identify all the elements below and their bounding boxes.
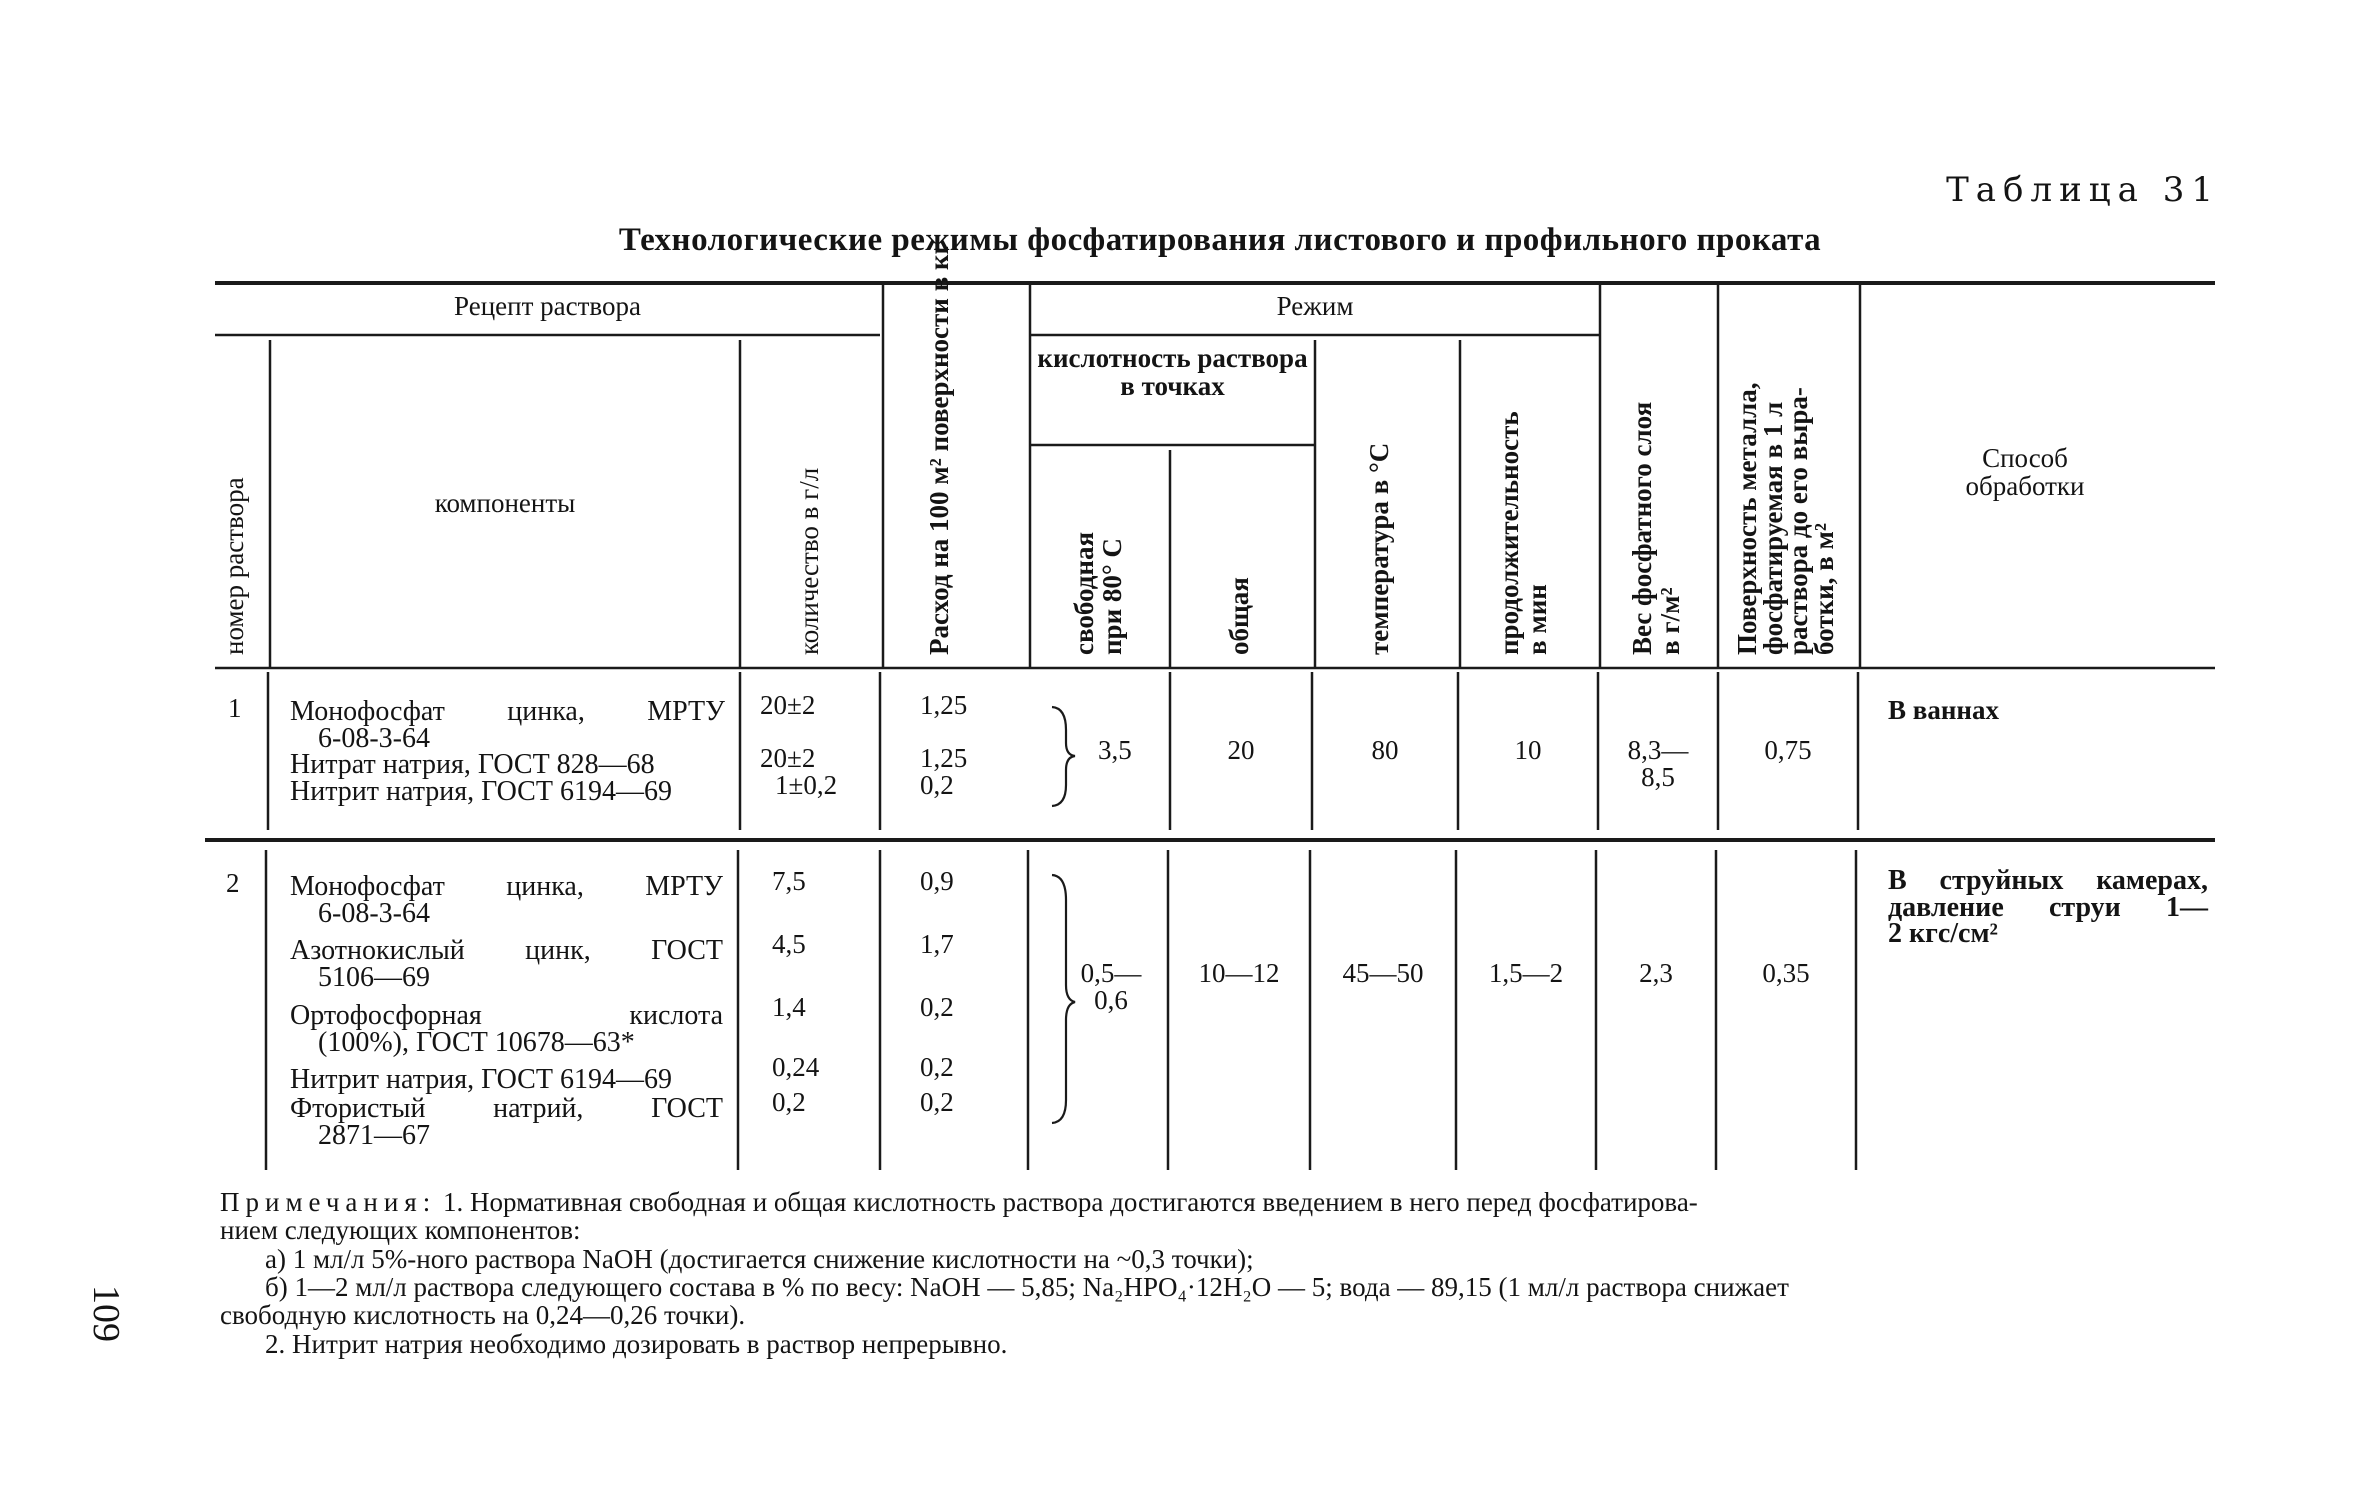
- row1-component-3: Нитрит натрия, ГОСТ 6194—69: [290, 775, 672, 807]
- header-surface: Поверхность металла, фосфатируемая в 1 л раствора до его выра- ботки, в м²: [1732, 382, 1839, 655]
- row2-qty-3: 1,4: [772, 992, 806, 1022]
- row1-component-2: Нитрат натрия, ГОСТ 828—68: [290, 749, 655, 781]
- row1-total-acidity: 20: [1227, 735, 1255, 765]
- row2-cons-3: 0,2: [920, 992, 954, 1022]
- row2-qty-1: 7,5: [772, 866, 806, 896]
- row2-components: [290, 871, 723, 1152]
- row2-total-acidity: 10—12: [1198, 958, 1280, 988]
- page-number: 109: [85, 1285, 127, 1342]
- row1-weight: 8,3— 8,5: [1627, 735, 1689, 792]
- row2-component-1: Монофосфат цинка, МРТУ 6-08-3-64: [290, 871, 723, 930]
- header-acidity: кислотность раствора в точках: [1037, 343, 1308, 401]
- header-quantity: количество в г/л: [794, 467, 824, 655]
- row2-temperature: 45—50: [1342, 958, 1424, 988]
- row2-number: 2: [226, 868, 240, 898]
- row2-duration: 1,5—2: [1488, 958, 1564, 988]
- row1-components: Монофосфат цинка, МРТУ 6-08-3-64 Нитрат натрия, ГОСТ 828—68 Нитрит натрия, ГОСТ 6194—69: [290, 696, 725, 807]
- row2-free-acidity: 0,5— 0,6: [1080, 958, 1142, 1015]
- brace-row2: [1052, 875, 1075, 1123]
- header-components: компоненты: [434, 488, 576, 518]
- header-method: Способ обработки: [1965, 443, 2085, 501]
- row2-cons-2: 1,7: [920, 929, 954, 959]
- row1-free-acidity: 3,5: [1098, 735, 1132, 765]
- note-b: б) 1—2 мл/л раствора следующего состава в % по весу: NaOH — 5,85; Na₂HPO₄·12H₂O — 5; вода — 89,15 (1 мл/л раствора снижает: [265, 1272, 1789, 1303]
- row1-temperature: 80: [1371, 735, 1399, 765]
- row1-qty-2: 20±2: [760, 743, 816, 773]
- notes: [220, 1188, 2210, 1358]
- note-1-cont: нием следующих компонентов:: [220, 1215, 581, 1246]
- brace-row1: [1052, 707, 1075, 806]
- row2-cons-5: 0,2: [920, 1087, 954, 1117]
- table-title: Технологические режимы фосфатирования листового и профильного проката: [618, 222, 1822, 258]
- row2-cons-4: 0,2: [920, 1052, 954, 1082]
- row2-component-3: Ортофосфорная кислота (100%), ГОСТ 10678—63*: [290, 999, 723, 1058]
- note-a: а) 1 мл/л 5%-ного раствора NaOH (достигается снижение кислотности на ~0,3 точки);: [265, 1243, 1254, 1274]
- row1-qty-1: 20±2: [760, 690, 816, 720]
- header-mode: Режим: [1276, 291, 1354, 321]
- row1-cons-2: 1,25: [920, 743, 968, 773]
- notes-label: Примечания:: [220, 1187, 437, 1217]
- row2-qty-4: 0,24: [772, 1052, 820, 1082]
- row2-weight: 2,3: [1639, 958, 1673, 988]
- row2-component-2: Азотнокислый цинк, ГОСТ 5106—69: [290, 935, 723, 994]
- note-b-cont: свободную кислотность на 0,24—0,26 точки).: [220, 1300, 746, 1331]
- header-free-acidity: свободная при 80° С: [1069, 531, 1128, 655]
- row1-number: 1: [228, 693, 242, 723]
- row2-qty-2: 4,5: [772, 929, 806, 959]
- row1-duration: 10: [1514, 735, 1542, 765]
- row2-method: В струйных камерах, давление струи 1— 2 кгс/см²: [1888, 865, 2208, 950]
- row1-cons-3: 0,2: [920, 770, 954, 800]
- row1-surface: 0,75: [1764, 735, 1812, 765]
- row1-qty-3: 1±0,2: [775, 770, 838, 800]
- row2-cons-1: 0,9: [920, 866, 954, 896]
- row2-component-5: Фтористый натрий, ГОСТ 2871—67: [290, 1093, 723, 1152]
- note-2: 2. Нитрит натрия необходимо дозировать в раствор непрерывно.: [265, 1328, 1008, 1359]
- header-total-acidity: общая: [1224, 577, 1254, 655]
- header-recipe: Рецепт раствора: [454, 291, 641, 321]
- header-temperature: температура в °С: [1364, 442, 1394, 655]
- row2-qty-5: 0,2: [772, 1087, 806, 1117]
- header-duration: продолжительность в мин: [1494, 411, 1553, 655]
- row2-component-4: Нитрит натрия, ГОСТ 6194—69: [290, 1063, 672, 1095]
- row1-cons-1: 1,25: [920, 690, 968, 720]
- note-1: 1. Нормативная свободная и общая кислотность раствора достигаются введением в него перед фосфатирова-: [442, 1187, 1698, 1217]
- row1-method: В ваннах: [1888, 695, 1999, 725]
- header-solution-number: номер раствора: [219, 477, 249, 655]
- header-weight: Вес фосфатного слоя в г/м²: [1627, 401, 1686, 655]
- row2-surface: 0,35: [1762, 958, 1810, 988]
- table-number: Таблица 31: [1946, 170, 2220, 210]
- row1-component-1: Монофосфат цинка, МРТУ: [290, 696, 725, 727]
- header-consumption: Расход на 100 м² поверхности в кг: [924, 242, 954, 655]
